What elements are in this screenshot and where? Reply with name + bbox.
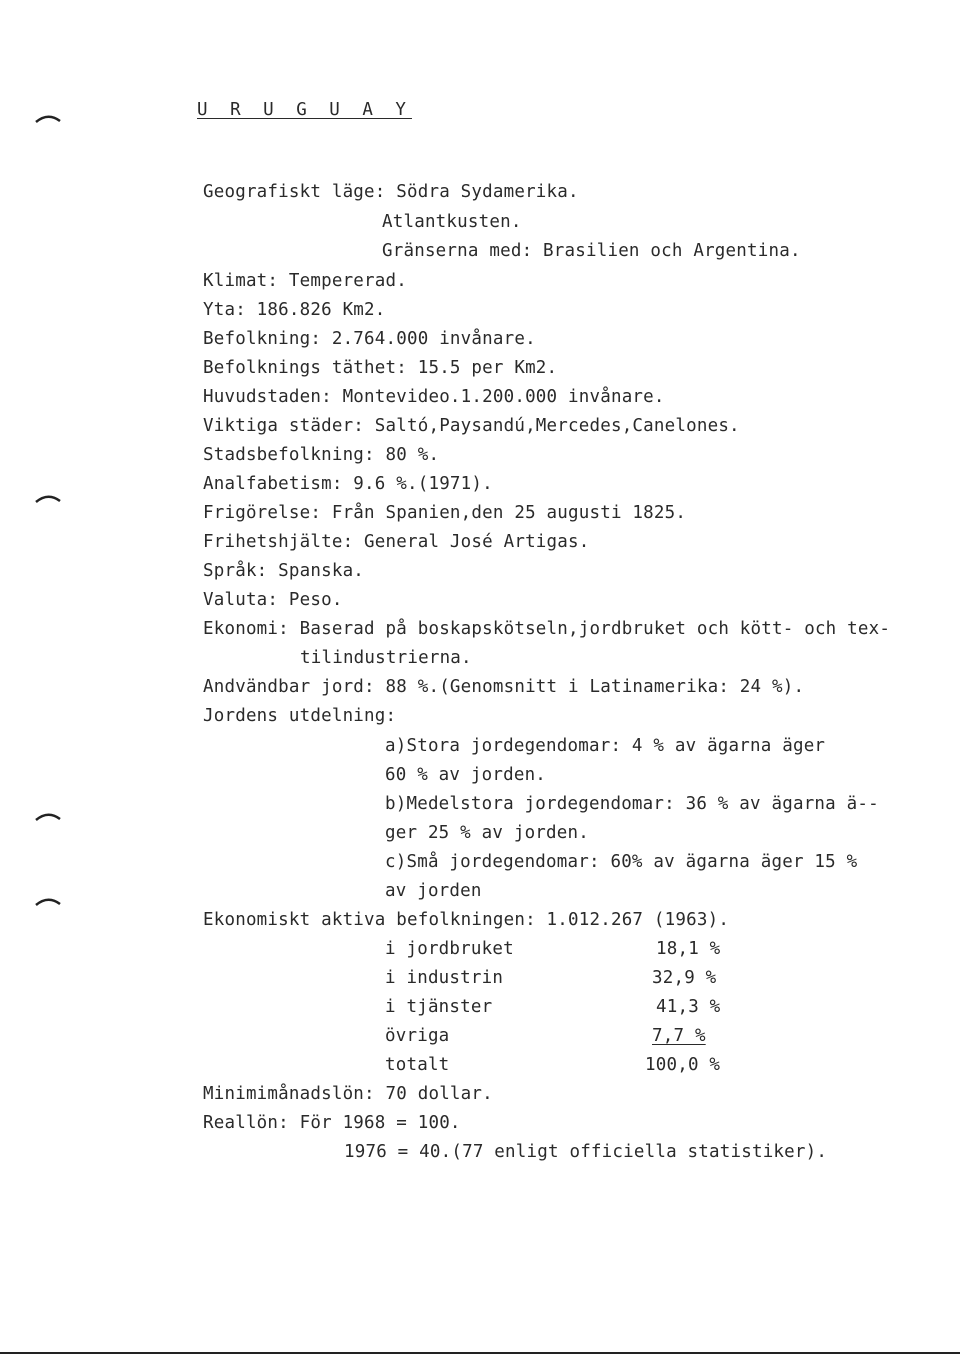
bottom-page-rule (0, 1352, 960, 1354)
margin-caret-mark (34, 895, 64, 907)
line-analfabetism: Analfabetism: 9.6 %.(1971). (203, 474, 493, 494)
line-reallon: Reallön: För 1968 = 100. (203, 1113, 461, 1133)
line-viktiga-stader: Viktiga städer: Saltó,Paysandú,Mercedes,Canelones. (203, 416, 740, 436)
line-geografiskt-lage: Geografiskt läge: Södra Sydamerika. (203, 182, 579, 202)
line-klimat: Klimat: Tempererad. (203, 271, 407, 291)
line-jordens-utdelning: Jordens utdelning: (203, 706, 397, 726)
line-ekonomi: Ekonomi: Baserad på boskapskötseln,jordbruket och kött- och tex- (203, 619, 891, 639)
margin-caret-mark (34, 492, 64, 504)
table-label-tjanster: i tjänster (385, 997, 493, 1017)
line-medelstora-jordegendomar: b)Medelstora jordegendomar: 36 % av ägarna ä-- (385, 794, 879, 814)
line-minimimanadslon: Minimimånadslön: 70 dollar. (203, 1084, 493, 1104)
line-sma-jordegendomar: c)Små jordegendomar: 60% av ägarna äger 15 % (385, 852, 858, 872)
line-befolknings-tathet: Befolknings täthet: 15.5 per Km2. (203, 358, 558, 378)
line-stadsbefolkning: Stadsbefolkning: 80 %. (203, 445, 440, 465)
table-label-totalt: totalt (385, 1055, 450, 1075)
line-ekonomiskt-aktiva: Ekonomiskt aktiva befolkningen: 1.012.267 (1963). (203, 910, 730, 930)
table-value-ovriga: 7,7 % (652, 1026, 706, 1046)
line-atlantkusten: Atlantkusten. (382, 212, 522, 232)
table-value-totalt: 100,0 % (645, 1055, 721, 1075)
line-andvandbar-jord: Andvändbar jord: 88 %.(Genomsnitt i Latinamerika: 24 %). (203, 677, 805, 697)
line-granserna: Gränserna med: Brasilien och Argentina. (382, 241, 801, 261)
line-medelstora-jordegendomar-cont: ger 25 % av jorden. (385, 823, 589, 843)
line-sprak: Språk: Spanska. (203, 561, 365, 581)
table-value-jordbruket: 18,1 % (656, 939, 721, 959)
line-valuta: Valuta: Peso. (203, 590, 343, 610)
margin-caret-mark (34, 810, 64, 822)
line-frigorelse: Frigörelse: Från Spanien,den 25 augusti 1825. (203, 503, 687, 523)
line-stora-jordegendomar-cont: 60 % av jorden. (385, 765, 547, 785)
margin-caret-mark (34, 112, 64, 124)
line-ekonomi-cont: tilindustrierna. (300, 648, 472, 668)
line-yta: Yta: 186.826 Km2. (203, 300, 386, 320)
table-label-jordbruket: i jordbruket (385, 939, 514, 959)
table-label-ovriga: övriga (385, 1026, 450, 1046)
line-frihetshjalte: Frihetshjälte: General José Artigas. (203, 532, 590, 552)
line-huvudstaden: Huvudstaden: Montevideo.1.200.000 invånare. (203, 387, 665, 407)
line-sma-jordegendomar-cont: av jorden (385, 881, 482, 901)
line-befolkning: Befolkning: 2.764.000 invånare. (203, 329, 536, 349)
line-stora-jordegendomar: a)Stora jordegendomar: 4 % av ägarna äger (385, 736, 826, 756)
document-title: U R U G U A Y (197, 100, 412, 120)
table-value-tjanster: 41,3 % (656, 997, 721, 1017)
table-label-industrin: i industrin (385, 968, 504, 988)
line-reallon-cont: 1976 = 40.(77 enligt officiella statistiker). (344, 1142, 828, 1162)
table-value-industrin: 32,9 % (652, 968, 717, 988)
